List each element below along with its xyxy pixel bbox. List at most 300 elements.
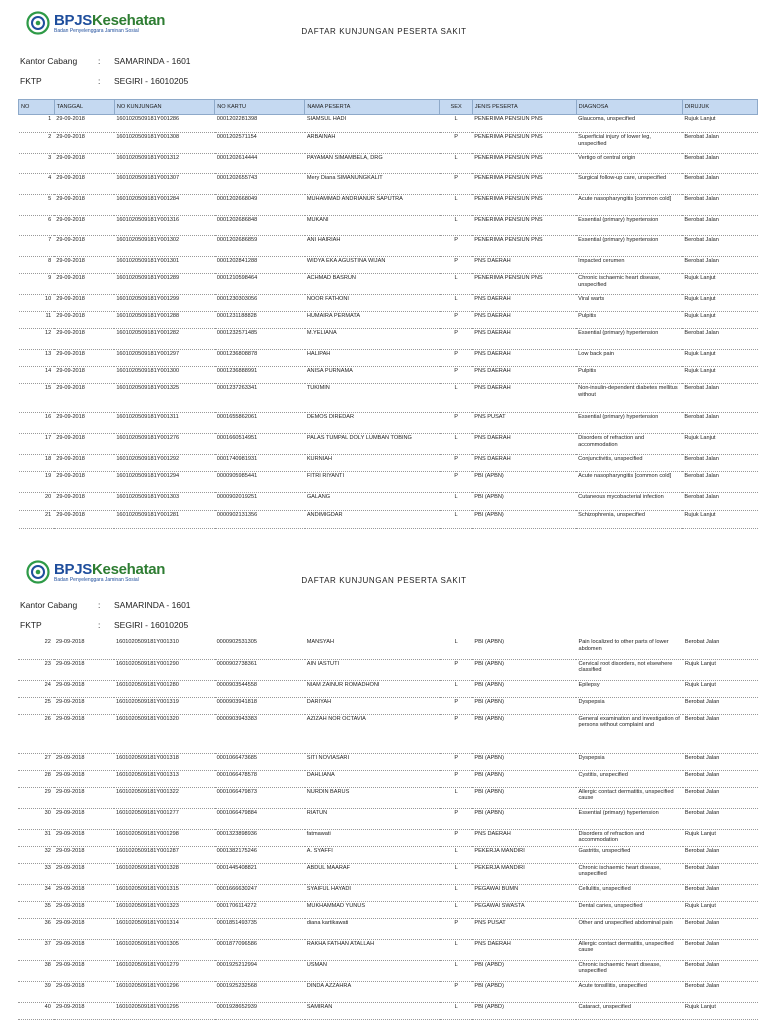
cell-jenis-peserta: PENERIMA PENSIUN PNS (472, 216, 576, 236)
cell-dirujuk: Rujuk Lanjut (682, 312, 757, 329)
cell-no: 28 (18, 770, 54, 787)
cell-dirujuk: Rujuk Lanjut (682, 367, 757, 384)
table-row (18, 939, 758, 960)
cell-diagnosa: Cataract, unspecified (576, 1002, 682, 1019)
cell-no-kartu: 0001066473685 (215, 753, 305, 770)
cell-jenis-peserta: PNS DAERAH (472, 367, 576, 384)
cell-nama-peserta: ARBAINAH (305, 133, 440, 154)
cell-nama-peserta: ACHMAD BASRUN (305, 274, 440, 295)
document-title: DAFTAR KUNJUNGAN PESERTA SAKIT (301, 27, 467, 36)
cell-tanggal: 29-09-2018 (54, 884, 114, 901)
cell-jenis-peserta: PBI (APBD) (472, 960, 576, 981)
cell-nama-peserta: RAKHA FATHAN ATALLAH (305, 939, 440, 960)
cell-no-kunjungan: 1601020509181Y001300 (114, 367, 214, 384)
cell-nama-peserta: SIAMSUL HADI (305, 115, 440, 133)
cell-jenis-peserta: PBI (APBD) (472, 1002, 576, 1019)
org-subtitle: Badan Penyelenggara Jaminan Sosial (54, 576, 139, 583)
cell-nama-peserta: NOOR FATHONI (305, 295, 440, 312)
cell-diagnosa: Pulpitis (576, 367, 682, 384)
visits-table-page2 (18, 638, 758, 1020)
cell-dirujuk: Berobat Jalan (682, 195, 757, 216)
cell-no: 5 (19, 195, 55, 216)
cell-nama-peserta: USMAN (305, 960, 440, 981)
cell-jenis-peserta: PBI (APBD) (472, 981, 576, 1002)
fktp-value: SEGIRI - 16010205 (114, 620, 189, 630)
cell-tanggal: 29-09-2018 (54, 753, 114, 770)
cell-sex: L (440, 863, 472, 884)
cell-no-kartu: 0000902019251 (215, 493, 305, 511)
cell-jenis-peserta: PBI (APBN) (472, 714, 576, 753)
cell-tanggal: 29-09-2018 (54, 638, 114, 659)
cell-tanggal: 29-09-2018 (54, 236, 114, 257)
table-row (18, 829, 758, 846)
cell-no-kartu: 0001202571154 (215, 133, 305, 154)
cell-diagnosa: Vertigo of central origin (576, 154, 682, 174)
cell-tanggal: 29-09-2018 (54, 115, 114, 133)
table-row (19, 295, 758, 312)
cell-nama-peserta: ANDIMIGDAR (305, 511, 440, 529)
cell-no-kunjungan: 1601020509181Y001301 (114, 257, 214, 274)
cell-jenis-peserta: PBI (APBN) (472, 472, 576, 493)
cell-no: 31 (18, 829, 54, 846)
table-row (19, 312, 758, 329)
table-row (18, 981, 758, 1002)
col-dirujuk: DIRUJUK (682, 100, 757, 115)
cell-no-kunjungan: 1601020509181Y001290 (114, 659, 215, 680)
cell-dirujuk: Rujuk Lanjut (682, 511, 757, 529)
page1-header (0, 0, 768, 40)
cell-sex: P (440, 257, 472, 274)
cell-jenis-peserta: PBI (APBN) (472, 659, 576, 680)
cell-jenis-peserta: PNS DAERAH (472, 455, 576, 472)
cell-dirujuk: Berobat Jalan (683, 697, 758, 714)
table-row (19, 434, 758, 455)
table-row (18, 808, 758, 829)
cell-tanggal: 29-09-2018 (54, 216, 114, 236)
col-no-kunjungan: NO KUNJUNGAN (114, 100, 214, 115)
table-row (18, 787, 758, 808)
cell-no: 17 (19, 434, 55, 455)
cell-no-kunjungan: 1601020509181Y001325 (114, 384, 214, 413)
table-row (19, 257, 758, 274)
cell-no-kartu: 0001202281398 (215, 115, 305, 133)
cell-no-kartu: 0000903544558 (215, 680, 305, 697)
cell-dirujuk: Berobat Jalan (683, 939, 758, 960)
cell-no-kunjungan: 1601020509181Y001292 (114, 455, 214, 472)
cell-no-kunjungan: 1601020509181Y001328 (114, 863, 215, 884)
cell-sex: P (440, 312, 472, 329)
cell-no-kartu: 0001210598464 (215, 274, 305, 295)
cell-diagnosa: Schizophrenia, unspecified (576, 511, 682, 529)
cell-diagnosa: Chronic ischaemic heart disease, unspecified (576, 960, 682, 981)
cell-nama-peserta: A. SYAFFI (305, 846, 440, 863)
cell-nama-peserta: HUMAIRA PERMATA (305, 312, 440, 329)
cell-no-kartu: 0001851493735 (215, 918, 305, 939)
cell-diagnosa: Disorders of refraction and accommodation (576, 829, 682, 846)
cell-sex: P (440, 133, 472, 154)
cell-dirujuk: Rujuk Lanjut (683, 901, 758, 918)
cell-no-kunjungan: 1601020509181Y001320 (114, 714, 215, 753)
cell-dirujuk: Berobat Jalan (683, 753, 758, 770)
cell-jenis-peserta: PNS DAERAH (472, 312, 576, 329)
cell-nama-peserta: FITRI RIYANTI (305, 472, 440, 493)
cell-sex: L (440, 511, 472, 529)
cell-jenis-peserta: PENERIMA PENSIUN PNS (472, 274, 576, 295)
cell-no-kartu: 0001232571485 (215, 329, 305, 350)
table-row (18, 1002, 758, 1019)
cell-diagnosa: Pain localized to other parts of lower abdomen (576, 638, 682, 659)
cell-sex: P (440, 174, 472, 195)
cell-sex: L (440, 884, 472, 901)
cell-dirujuk: Berobat Jalan (683, 638, 758, 659)
cell-diagnosa: Allergic contact dermatitis, unspecified cause (576, 939, 682, 960)
cell-nama-peserta: RIATUN (305, 808, 440, 829)
cell-diagnosa: Essential (primary) hypertension (576, 329, 682, 350)
table-row (19, 195, 758, 216)
cell-no-kartu: 0001236888991 (215, 367, 305, 384)
col-diagnosa: DIAGNOSA (576, 100, 682, 115)
cell-dirujuk: Berobat Jalan (682, 257, 757, 274)
cell-diagnosa: Cervical root disorders, not elsewhere classified (576, 659, 682, 680)
cell-no-kartu: 0001655862061 (215, 413, 305, 434)
cell-nama-peserta: NIAM ZAINUR ROMADHONI (305, 680, 440, 697)
cell-no: 1 (19, 115, 55, 133)
cell-jenis-peserta: PENERIMA PENSIUN PNS (472, 154, 576, 174)
cell-dirujuk: Berobat Jalan (682, 384, 757, 413)
cell-sex: P (440, 659, 472, 680)
cell-no-kunjungan: 1601020509181Y001315 (114, 884, 215, 901)
cell-no: 24 (18, 680, 54, 697)
cell-diagnosa: Superficial injury of lower leg, unspecified (576, 133, 682, 154)
cell-no-kartu: 0000902531305 (215, 638, 305, 659)
cell-no: 15 (19, 384, 55, 413)
cell-no: 35 (18, 901, 54, 918)
table-row (18, 770, 758, 787)
cell-tanggal: 29-09-2018 (54, 863, 114, 884)
cell-sex: L (440, 274, 472, 295)
cell-no: 20 (19, 493, 55, 511)
cell-tanggal: 29-09-2018 (54, 981, 114, 1002)
table-row (19, 216, 758, 236)
cell-no: 13 (19, 350, 55, 367)
visits-table-page1 (18, 99, 758, 529)
cell-tanggal: 29-09-2018 (54, 257, 114, 274)
cell-no-kunjungan: 1601020509181Y001281 (114, 511, 214, 529)
cell-diagnosa: Essential (primary) hypertension (576, 808, 682, 829)
cell-tanggal: 29-09-2018 (54, 329, 114, 350)
cell-dirujuk: Berobat Jalan (682, 154, 757, 174)
cell-sex: P (440, 413, 472, 434)
cell-tanggal: 29-09-2018 (54, 918, 114, 939)
cell-no: 19 (19, 472, 55, 493)
table-row (18, 714, 758, 753)
cell-tanggal: 29-09-2018 (54, 295, 114, 312)
cell-sex: P (440, 329, 472, 350)
cell-dirujuk: Rujuk Lanjut (682, 350, 757, 367)
separator: : (98, 56, 101, 66)
cell-tanggal: 29-09-2018 (54, 770, 114, 787)
cell-no: 11 (19, 312, 55, 329)
cell-no: 32 (18, 846, 54, 863)
cell-no-kunjungan: 1601020509181Y001276 (114, 434, 214, 455)
col-tanggal: TANGGAL (54, 100, 114, 115)
cell-no: 39 (18, 981, 54, 1002)
cell-dirujuk: Berobat Jalan (683, 714, 758, 753)
table-row (19, 472, 758, 493)
cell-diagnosa: Glaucoma, unspecified (576, 115, 682, 133)
cell-tanggal: 29-09-2018 (54, 472, 114, 493)
cell-diagnosa: Surgical follow-up care, unspecified (576, 174, 682, 195)
separator: : (98, 600, 101, 610)
cell-sex: P (440, 808, 472, 829)
cell-tanggal: 29-09-2018 (54, 413, 114, 434)
cell-no-kartu: 0001382175246 (215, 846, 305, 863)
cell-jenis-peserta: PNS DAERAH (472, 384, 576, 413)
cell-diagnosa: Pulpitis (576, 312, 682, 329)
fktp-value: SEGIRI - 16010205 (114, 76, 189, 86)
cell-nama-peserta: GALANG (305, 493, 440, 511)
cell-no-kunjungan: 1601020509181Y001282 (114, 329, 214, 350)
cell-no-kunjungan: 1601020509181Y001279 (114, 960, 215, 981)
cell-no-kunjungan: 1601020509181Y001289 (114, 274, 214, 295)
kantor-value: SAMARINDA - 1601 (114, 56, 191, 66)
cell-tanggal: 29-09-2018 (54, 808, 114, 829)
cell-jenis-peserta: PBI (APBN) (472, 511, 576, 529)
org-name-part2: Kesehatan (92, 560, 166, 578)
table-row (19, 174, 758, 195)
cell-nama-peserta: DAHLIANA (305, 770, 440, 787)
col-jenis-peserta: JENIS PESERTA (472, 100, 576, 115)
cell-dirujuk: Rujuk Lanjut (682, 115, 757, 133)
cell-no-kunjungan: 1601020509181Y001277 (114, 808, 215, 829)
cell-no: 26 (18, 714, 54, 753)
cell-nama-peserta: ANI HAIRIAH (305, 236, 440, 257)
separator: : (98, 620, 101, 630)
cell-no-kunjungan: 1601020509181Y001318 (114, 753, 215, 770)
cell-no: 36 (18, 918, 54, 939)
cell-tanggal: 29-09-2018 (54, 901, 114, 918)
cell-tanggal: 29-09-2018 (54, 697, 114, 714)
cell-no-kartu: 0001660514951 (215, 434, 305, 455)
cell-no-kartu: 0001445408821 (215, 863, 305, 884)
cell-nama-peserta: SYAIFUL HAYADI (305, 884, 440, 901)
cell-diagnosa: Dental caries, unspecified (576, 901, 682, 918)
cell-no: 37 (18, 939, 54, 960)
cell-diagnosa: Non-insulin-dependent diabetes mellitus without (576, 384, 682, 413)
cell-diagnosa: Acute tonsillitis, unspecified (576, 981, 682, 1002)
cell-sex: L (440, 960, 472, 981)
cell-tanggal: 29-09-2018 (54, 455, 114, 472)
table-row (18, 697, 758, 714)
cell-nama-peserta: ABDUL MAARAF (305, 863, 440, 884)
cell-no-kartu: 0001706114272 (215, 901, 305, 918)
document-title: DAFTAR KUNJUNGAN PESERTA SAKIT (301, 576, 467, 585)
cell-nama-peserta: NURDIN BARUS (305, 787, 440, 808)
cell-nama-peserta: ANISA PURNAMA (305, 367, 440, 384)
table-row (19, 154, 758, 174)
cell-sex: L (440, 115, 472, 133)
cell-sex: P (440, 697, 472, 714)
cell-no-kartu: 0001236808878 (215, 350, 305, 367)
cell-sex: L (440, 939, 472, 960)
org-name-part1: BPJS (54, 560, 92, 578)
cell-nama-peserta: MANSYAH (305, 638, 440, 659)
cell-no: 25 (18, 697, 54, 714)
cell-sex: P (440, 714, 472, 753)
cell-diagnosa: Low back pain (576, 350, 682, 367)
cell-sex: P (440, 455, 472, 472)
cell-no-kunjungan: 1601020509181Y001323 (114, 901, 215, 918)
cell-no: 2 (19, 133, 55, 154)
cell-no: 8 (19, 257, 55, 274)
col-nama-peserta: NAMA PESERTA (305, 100, 440, 115)
cell-no-kunjungan: 1601020509181Y001286 (114, 115, 214, 133)
cell-no: 22 (18, 638, 54, 659)
cell-jenis-peserta: PBI (APBN) (472, 770, 576, 787)
cell-dirujuk: Berobat Jalan (683, 787, 758, 808)
col-no: NO (19, 100, 55, 115)
cell-nama-peserta: DARIYAH (305, 697, 440, 714)
org-name-part2: Kesehatan (92, 11, 166, 29)
cell-no-kunjungan: 1601020509181Y001294 (114, 472, 214, 493)
cell-no-kunjungan: 1601020509181Y001311 (114, 413, 214, 434)
table-row (19, 133, 758, 154)
cell-dirujuk: Berobat Jalan (682, 133, 757, 154)
table-row (19, 329, 758, 350)
cell-dirujuk: Rujuk Lanjut (683, 659, 758, 680)
cell-no: 38 (18, 960, 54, 981)
cell-no: 23 (18, 659, 54, 680)
fktp-row (20, 76, 188, 86)
cell-sex: L (440, 846, 472, 863)
cell-jenis-peserta: PBI (APBN) (472, 787, 576, 808)
cell-no-kartu: 0000905985441 (215, 472, 305, 493)
cell-dirujuk: Rujuk Lanjut (683, 680, 758, 697)
cell-sex: P (440, 770, 472, 787)
cell-no-kartu: 0001323898936 (215, 829, 305, 846)
cell-nama-peserta: PAYAMAN SIMAMBELA, DRG (305, 154, 440, 174)
cell-nama-peserta: SAMIRAN (305, 1002, 440, 1019)
cell-sex: L (440, 638, 472, 659)
cell-nama-peserta: KURNIAH (305, 455, 440, 472)
cell-diagnosa: Epilepsy (576, 680, 682, 697)
cell-no-kartu: 0001066479873 (215, 787, 305, 808)
kantor-label: Kantor Cabang (20, 56, 78, 66)
cell-tanggal: 29-09-2018 (54, 274, 114, 295)
cell-no-kartu: 0001928652939 (215, 1002, 305, 1019)
table-row (18, 918, 758, 939)
cell-dirujuk: Berobat Jalan (683, 770, 758, 787)
cell-dirujuk: Berobat Jalan (682, 329, 757, 350)
cell-jenis-peserta: PEGAWAI SWASTA (472, 901, 576, 918)
cell-no: 40 (18, 1002, 54, 1019)
table-row (18, 680, 758, 697)
cell-dirujuk: Berobat Jalan (682, 236, 757, 257)
cell-diagnosa: Dyspepsia (576, 697, 682, 714)
cell-dirujuk: Rujuk Lanjut (683, 829, 758, 846)
cell-no-kartu: 0001202686859 (215, 236, 305, 257)
cell-diagnosa: Gastritis, unspecified (576, 846, 682, 863)
cell-dirujuk: Berobat Jalan (683, 884, 758, 901)
cell-nama-peserta: MUHAMMAD ANDRIANUR SAPUTRA (305, 195, 440, 216)
cell-tanggal: 29-09-2018 (54, 154, 114, 174)
table-row (18, 638, 758, 659)
cell-no: 29 (18, 787, 54, 808)
cell-no-kartu: 0001202668049 (215, 195, 305, 216)
cell-no-kartu: 0001925212994 (215, 960, 305, 981)
cell-jenis-peserta: PBI (APBN) (472, 808, 576, 829)
col-no-kartu: NO KARTU (215, 100, 305, 115)
cell-no-kunjungan: 1601020509181Y001305 (114, 939, 215, 960)
cell-sex: L (440, 901, 472, 918)
cell-no-kartu: 0000903941818 (215, 697, 305, 714)
cell-jenis-peserta: PBI (APBN) (472, 493, 576, 511)
cell-tanggal: 29-09-2018 (54, 680, 114, 697)
cell-no-kartu: 0001066479884 (215, 808, 305, 829)
cell-tanggal: 29-09-2018 (54, 511, 114, 529)
cell-no-kartu: 0000902131356 (215, 511, 305, 529)
cell-diagnosa: Chronic ischaemic heart disease, unspecified (576, 274, 682, 295)
cell-no-kunjungan: 1601020509181Y001280 (114, 680, 215, 697)
table-row (19, 511, 758, 529)
table-row (18, 884, 758, 901)
cell-no-kunjungan: 1601020509181Y001310 (114, 638, 215, 659)
cell-diagnosa: Disorders of refraction and accommodation (576, 434, 682, 455)
table-row (18, 863, 758, 884)
cell-no-kunjungan: 1601020509181Y001314 (114, 918, 215, 939)
cell-no: 30 (18, 808, 54, 829)
cell-jenis-peserta: PENERIMA PENSIUN PNS (472, 195, 576, 216)
cell-tanggal: 29-09-2018 (54, 787, 114, 808)
cell-nama-peserta: Mery Diana SIMANUNGKALIT (305, 174, 440, 195)
cell-no-kartu: 0001202686848 (215, 216, 305, 236)
cell-jenis-peserta: PBI (APBN) (472, 638, 576, 659)
cell-sex: P (440, 350, 472, 367)
cell-jenis-peserta: PBI (APBN) (472, 753, 576, 770)
cell-no: 12 (19, 329, 55, 350)
cell-no: 4 (19, 174, 55, 195)
cell-tanggal: 29-09-2018 (54, 434, 114, 455)
cell-jenis-peserta: PENERIMA PENSIUN PNS (472, 236, 576, 257)
cell-jenis-peserta: PENERIMA PENSIUN PNS (472, 115, 576, 133)
org-subtitle: Badan Penyelenggara Jaminan Sosial (54, 27, 139, 34)
kantor-value: SAMARINDA - 1601 (114, 600, 191, 610)
cell-jenis-peserta: PNS DAERAH (472, 295, 576, 312)
cell-nama-peserta: fatmawati (305, 829, 440, 846)
cell-dirujuk: Berobat Jalan (683, 863, 758, 884)
col-sex: SEX (440, 100, 472, 115)
cell-nama-peserta: MUKHAMMAD YUNUS (305, 901, 440, 918)
cell-sex: P (440, 918, 472, 939)
kantor-cabang-row (20, 600, 191, 610)
cell-tanggal: 29-09-2018 (54, 384, 114, 413)
cell-dirujuk: Rujuk Lanjut (682, 274, 757, 295)
cell-nama-peserta: M.YELIANA (305, 329, 440, 350)
org-name-part1: BPJS (54, 11, 92, 29)
table-row (19, 384, 758, 413)
cell-no-kartu: 0001230303056 (215, 295, 305, 312)
cell-tanggal: 29-09-2018 (54, 174, 114, 195)
cell-tanggal: 29-09-2018 (54, 1002, 114, 1019)
cell-sex: L (440, 787, 472, 808)
cell-diagnosa: Viral warts (576, 295, 682, 312)
cell-no-kunjungan: 1601020509181Y001316 (114, 216, 214, 236)
table-row (19, 236, 758, 257)
cell-tanggal: 29-09-2018 (54, 493, 114, 511)
cell-no-kunjungan: 1601020509181Y001287 (114, 846, 215, 863)
cell-nama-peserta: TUKIMIN (305, 384, 440, 413)
cell-nama-peserta: PALAS TUMPAL DOLY LUMBAN TOBING (305, 434, 440, 455)
